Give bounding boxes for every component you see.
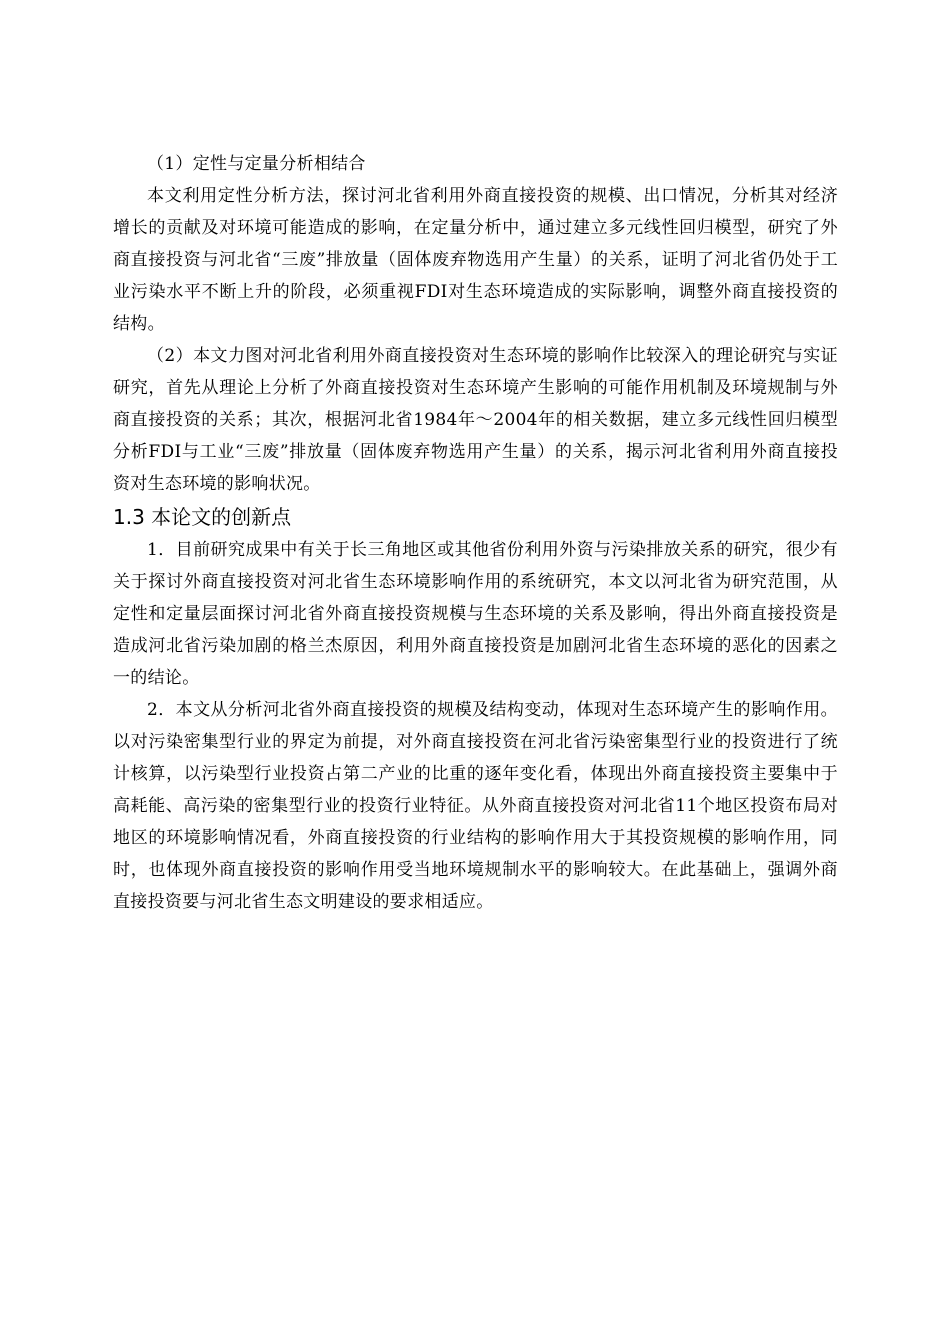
section-heading-innovations: 1.3 本论文的创新点: [113, 505, 292, 529]
paragraph-method-2: （2）本文力图对河北省利用外商直接投资对生态环境的影响作比较深入的理论研究与实证研究，首先从理论上分析了外商直接投资对生态环境产生影响的可能作用机制及环境规制与外商直接投资的关系；其次，根据河北省1984年～2004年的相关数据，建立多元线性回归模型分析FDI与工业“三废”排放量（固体废弃物选用产生量）的关系，揭示河北省利用外商直接投资对生态环境的影响状况。: [113, 346, 838, 494]
paragraph-innovation-2: 2．本文从分析河北省外商直接投资的规模及结构变动，体现对生态环境产生的影响作用。以对污染密集型行业的界定为前提，对外商直接投资在河北省污染密集型行业的投资进行了统计核算，以污染型行业投资占第二产业的比重的逐年变化看，体现出外商直接投资主要集中于高耗能、高污染的密集型行业的投资行业特征。从外商直接投资对河北省11个地区投资布局对地区的环境影响情况看，外商直接投资的行业结构的影响作用大于其投资规模的影响作用，同时，也体现外商直接投资的影响作用受当地环境规制水平的影响较大。在此基础上，强调外商直接投资要与河北省生态文明建设的要求相适应。: [113, 700, 838, 912]
document-body: [113, 148, 838, 918]
subheading-qualitative-quantitative: （1）定性与定量分析相结合: [147, 154, 366, 174]
paragraph-innovation-1: 1．目前研究成果中有关于长三角地区或其他省份利用外资与污染排放关系的研究，很少有关于探讨外商直接投资对河北省生态环境影响作用的系统研究，本文以河北省为研究范围，从定性和定量层面探讨河北省外商直接投资规模与生态环境的关系及影响，得出外商直接投资是造成河北省污染加剧的格兰杰原因，利用外商直接投资是加剧河北省生态环境的恶化的因素之一的结论。: [113, 540, 838, 688]
paragraph-method-1: 本文利用定性分析方法，探讨河北省利用外商直接投资的规模、出口情况，分析其对经济增长的贡献及对环境可能造成的影响，在定量分析中，通过建立多元线性回归模型，研究了外商直接投资与河北省“三废”排放量（固体废弃物选用产生量）的关系，证明了河北省仍处于工业污染水平不断上升的阶段，必须重视FDI对生态环境造成的实际影响，调整外商直接投资的结构。: [113, 186, 838, 334]
